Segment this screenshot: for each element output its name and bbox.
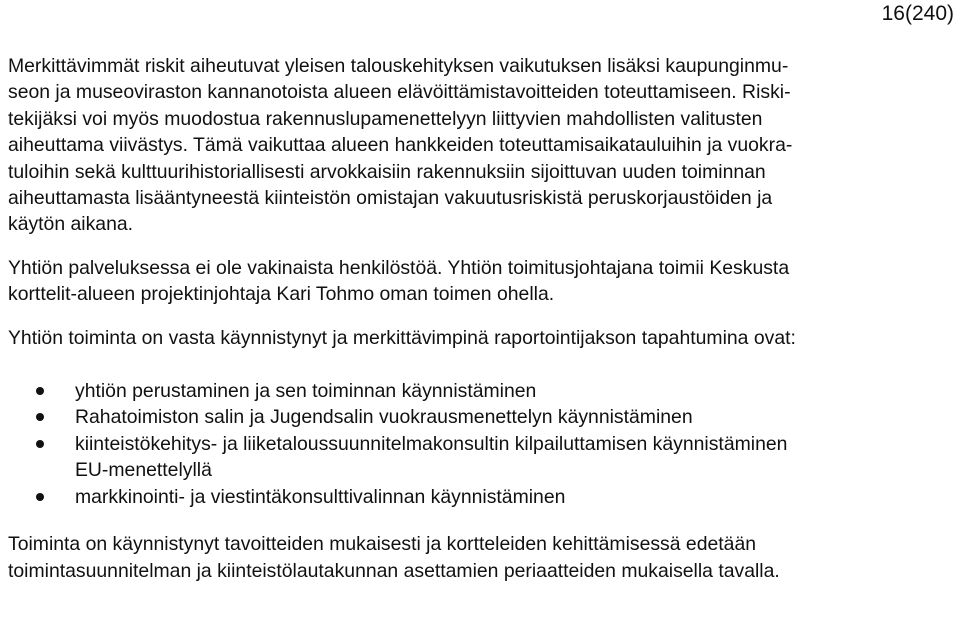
activities-list: [8, 378, 956, 510]
list-item-text: yhtiön perustaminen ja sen toiminnan käynnistäminen: [75, 380, 537, 403]
paragraph-activities-intro: [8, 325, 956, 351]
paragraph-spacer: [8, 238, 956, 255]
list-item: [8, 404, 956, 430]
text-line: seon ja museoviraston kannanotoista alueen elävöittämistavoitteiden toteuttamiseen. Riski-: [8, 81, 791, 104]
list-item-text: kiinteistökehitys- ja liiketaloussuunnitelmakonsultin kilpailuttamisen käynnistäminen: [75, 432, 788, 455]
paragraph-spacer: [8, 308, 956, 325]
page-number: 16(240): [881, 2, 954, 25]
list-item: [8, 378, 956, 404]
list-item-text: EU-menettelyllä: [75, 459, 212, 482]
text-line: Toiminta on käynnistynyt tavoitteiden mukaisesti ja kortteleiden kehittämisessä edetään: [8, 533, 757, 556]
text-line: tuloihin sekä kulttuurihistoriallisesti arvokkaisiin rakennuksiin sijoittuvan uuden toiminnan: [8, 160, 766, 183]
text-line: Merkittävimmät riskit aiheutuvat yleisen talouskehityksen vaikutuksen lisäksi kaupunginmu-: [8, 55, 789, 77]
paragraph-spacer: [8, 351, 956, 378]
text-line: aiheuttamasta lisääntyneestä kiinteistön omistajan vakuutusriskistä peruskorjaustöiden ja: [8, 187, 773, 210]
text-line: Yhtiön toiminta on vasta käynnistynyt ja merkittävimpinä raportointijakson tapahtumina ovat:: [8, 326, 796, 349]
text-line: aiheuttama viivästys. Tämä vaikuttaa alueen hankkeiden toteuttamisaikatauluihin ja vuokra-: [8, 134, 793, 157]
document-body: [8, 53, 956, 584]
text-line: toimintasuunnitelman ja kiinteistölautakunnan asettamien periaatteiden mukaisella tavalla.: [8, 559, 780, 582]
list-item-text: Rahatoimiston salin ja Jugendsalin vuokrausmenettelyn käynnistäminen: [75, 406, 693, 429]
paragraph-conclusion: [8, 531, 956, 584]
text-line: korttelit-alueen projektinjohtaja Kari Tohmo oman toimen ohella.: [8, 283, 555, 306]
bullet-icon: [36, 493, 44, 501]
bullet-icon: [36, 440, 44, 448]
paragraph-spacer: [8, 510, 956, 531]
text-line: Yhtiön palveluksessa ei ole vakinaista henkilöstöä. Yhtiön toimitusjohtajana toimii Keskusta: [8, 256, 790, 279]
paragraph-risks: [8, 53, 956, 238]
list-item-text: markkinointi- ja viestintäkonsulttivalinnan käynnistäminen: [75, 485, 566, 508]
bullet-icon: [36, 413, 44, 421]
text-line: tekijäksi voi myös muodostua rakennuslupamenettelyyn liittyvien mahdollisten valitusten: [8, 107, 763, 130]
list-item: [8, 484, 956, 510]
paragraph-staff: [8, 255, 956, 308]
bullet-icon: [36, 387, 44, 395]
text-line: käytön aikana.: [8, 213, 134, 236]
list-item: [8, 431, 956, 484]
